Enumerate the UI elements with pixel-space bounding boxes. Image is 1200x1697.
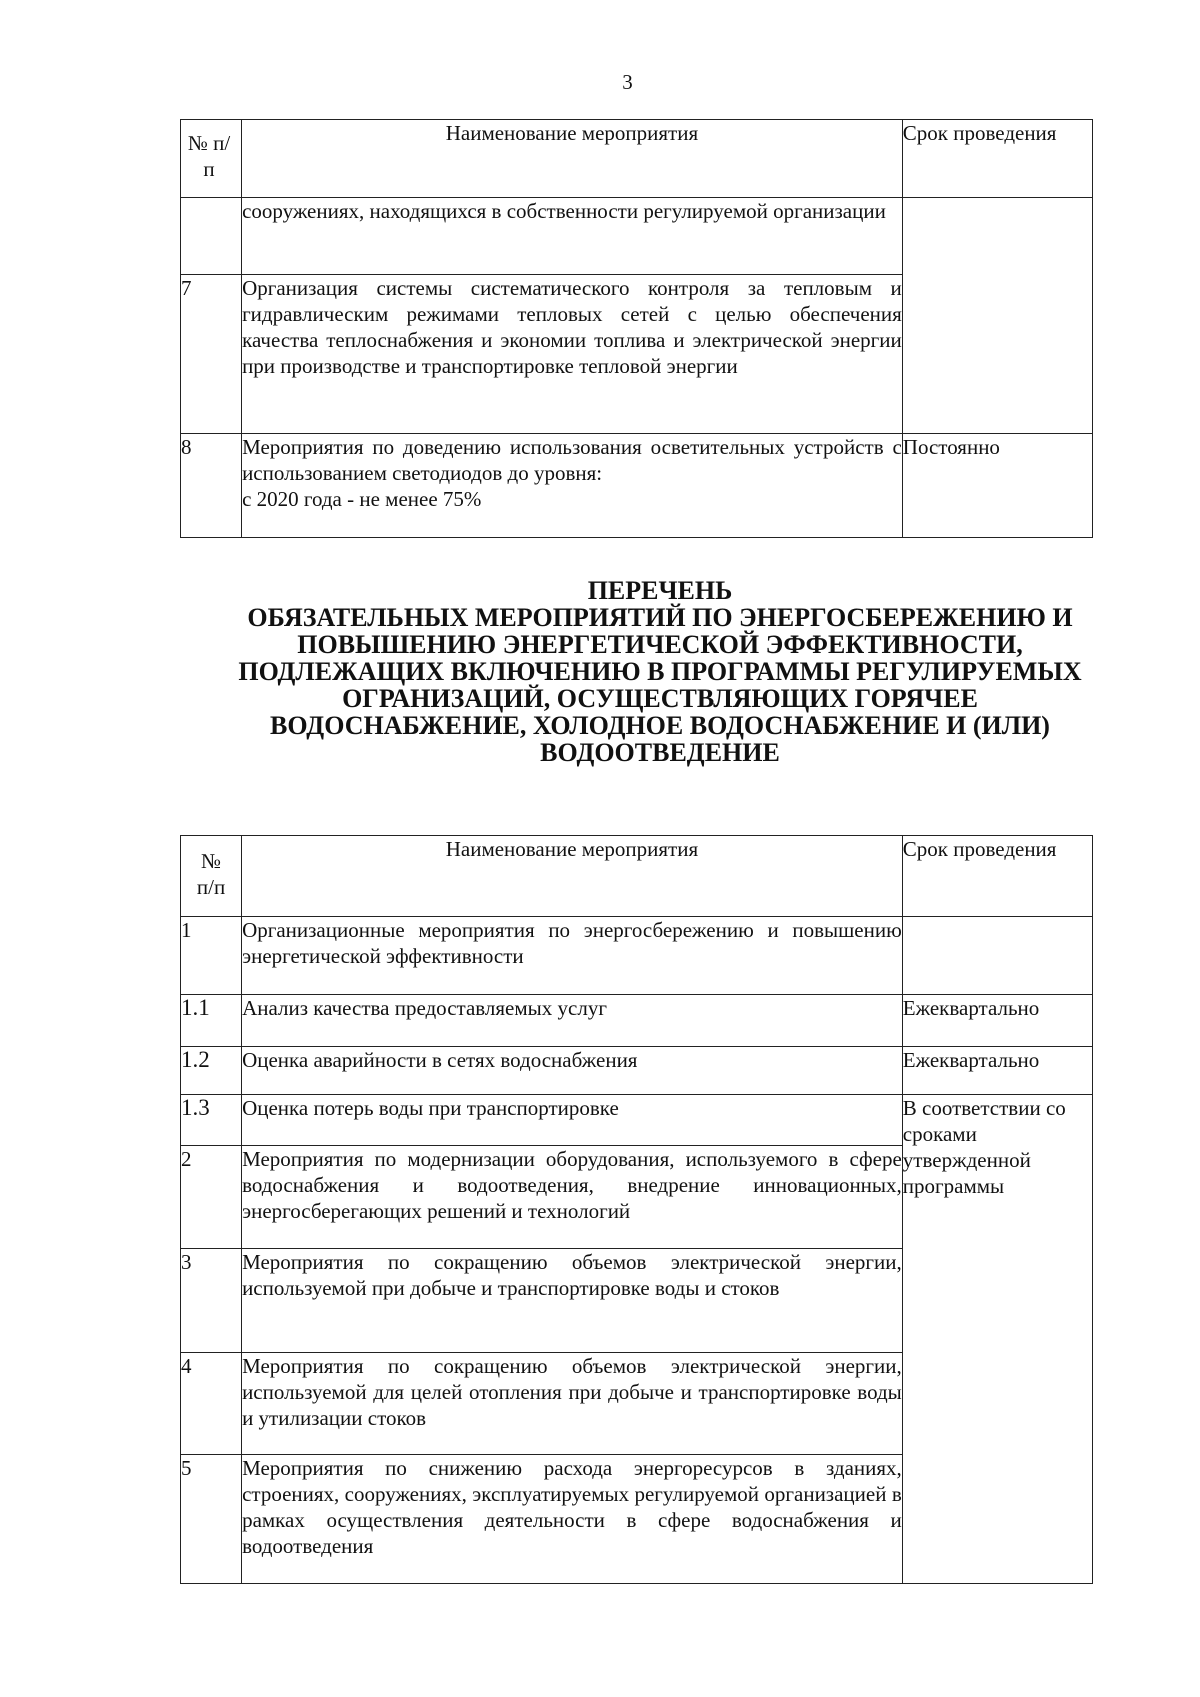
row-num: 1.2 xyxy=(181,1047,242,1095)
table-row xyxy=(181,995,1093,1047)
header-num: № п/п xyxy=(181,836,242,917)
row-name: Анализ качества предоставляемых услуг xyxy=(242,995,903,1047)
document-title xyxy=(180,577,1140,766)
header-num: № п/п xyxy=(181,120,242,198)
row-term: Постоянно xyxy=(902,434,1092,538)
row-term: В соответствии со сроками утвержденной программы xyxy=(902,1095,1092,1584)
row-num: 8 xyxy=(181,434,242,538)
header-name: Наименование мероприятия xyxy=(242,120,903,198)
row-name: Мероприятия по сокращению объемов электрической энергии, используемой при добыче и транспортировке воды и стоков xyxy=(242,1249,903,1353)
table-row xyxy=(181,1095,1093,1146)
table-row xyxy=(181,434,1093,538)
title-line: ВОДООТВЕДЕНИЕ xyxy=(540,738,780,767)
page-number: 3 xyxy=(622,70,633,94)
row-name: Оценка аварийности в сетях водоснабжения xyxy=(242,1047,903,1095)
row-name: Организация системы систематического контроля за тепловым и гидравлическим режимами тепловых сетей с целью обеспечения качества теплоснабжения и экономии топлива и электрической энергии при производстве и транспортировке тепловой энергии xyxy=(242,275,903,434)
row-name: Мероприятия по сокращению объемов электрической энергии, используемой для целей отопления при добыче и транспортировке воды и утилизации стоков xyxy=(242,1353,903,1455)
table-row xyxy=(181,917,1093,995)
row-num: 1 xyxy=(181,917,242,995)
row-term: Ежеквартально xyxy=(902,1047,1092,1095)
row-num xyxy=(181,198,242,275)
table-header-row xyxy=(181,120,1093,198)
row-term xyxy=(902,917,1092,995)
table-row xyxy=(181,1047,1093,1095)
row-term: Ежеквартально xyxy=(902,995,1092,1047)
row-name-text: Мероприятия по доведению использования осветительных устройств с использованием светодиодов до уровня: xyxy=(242,435,902,485)
row-name-text-line2: с 2020 года - не менее 75% xyxy=(242,487,482,511)
row-term xyxy=(902,198,1092,434)
title-line: ОГРАНИЗАЦИЙ, ОСУЩЕСТВЛЯЮЩИХ ГОРЯЧЕЕ xyxy=(342,684,978,713)
row-num: 1.1 xyxy=(181,995,242,1047)
row-name: Оценка потерь воды при транспортировке xyxy=(242,1095,903,1146)
table-header-row xyxy=(181,836,1093,917)
row-name: Мероприятия по снижению расхода энергоресурсов в зданиях, строениях, сооружениях, эксплуатируемых регулируемой организацией в рамках осуществления деятельности в сфере водоснабжения и водоотведения xyxy=(242,1455,903,1584)
title-line: ВОДОСНАБЖЕНИЕ, ХОЛОДНОЕ ВОДОСНАБЖЕНИЕ И (ИЛИ) xyxy=(270,711,1050,740)
row-num: 3 xyxy=(181,1249,242,1353)
title-line: ПОВЫШЕНИЮ ЭНЕРГЕТИЧЕСКОЙ ЭФФЕКТИВНОСТИ, xyxy=(297,630,1023,659)
header-term: Срок проведения xyxy=(902,120,1092,198)
table-row xyxy=(181,198,1093,275)
measures-table xyxy=(180,835,1093,1584)
row-name xyxy=(242,434,903,538)
row-num: 2 xyxy=(181,1146,242,1249)
row-name: Мероприятия по модернизации оборудования, используемого в сфере водоснабжения и водоотведения, внедрение инновационных, энергосберегающих решений и технологий xyxy=(242,1146,903,1249)
title-line: ПОДЛЕЖАЩИХ ВКЛЮЧЕНИЮ В ПРОГРАММЫ РЕГУЛИРУЕМЫХ xyxy=(238,657,1082,686)
header-term: Срок проведения xyxy=(902,836,1092,917)
header-name: Наименование мероприятия xyxy=(242,836,903,917)
row-num: 1.3 xyxy=(181,1095,242,1146)
title-line: ПЕРЕЧЕНЬ xyxy=(587,576,733,605)
row-name: сооружениях, находящихся в собственности регулируемой организации xyxy=(242,198,903,275)
row-num: 7 xyxy=(181,275,242,434)
continuation-table xyxy=(180,119,1093,538)
row-name: Организационные мероприятия по энергосбережению и повышению энергетической эффективности xyxy=(242,917,903,995)
row-num: 4 xyxy=(181,1353,242,1455)
row-num: 5 xyxy=(181,1455,242,1584)
title-line: ОБЯЗАТЕЛЬНЫХ МЕРОПРИЯТИЙ ПО ЭНЕРГОСБЕРЕЖЕНИЮ И xyxy=(247,603,1073,632)
